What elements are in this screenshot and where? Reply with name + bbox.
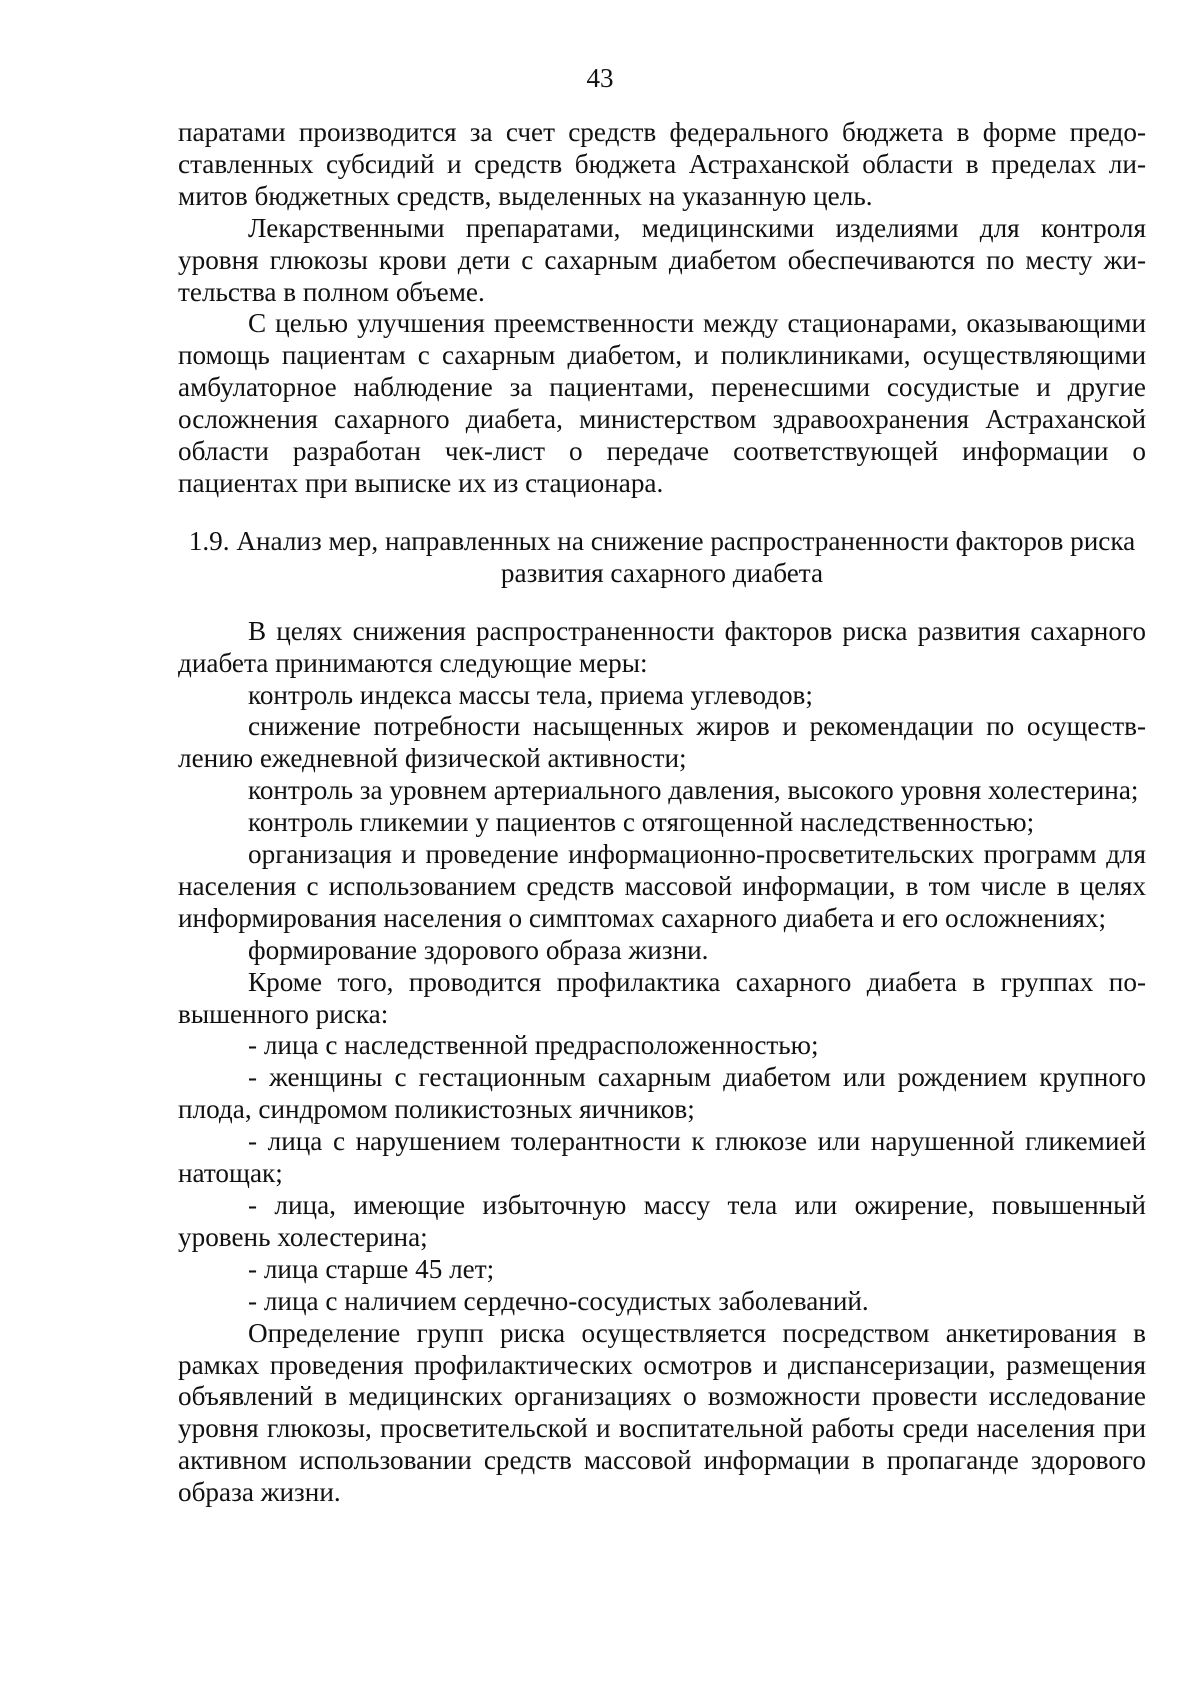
paragraph-measures-intro: В целях снижения распространенности факторов риска развития сахарного диабета принимаются следующие меры: [178,615,1146,678]
paragraph-risk-groups-intro: Кроме того, проводится профилактика сахарного диабета в группах повышенного риска: [178,966,1146,1029]
measure-item: организация и проведение информационно-просветительских программ для населения с использованием средств массовой информации, в том числе в целях информирования населения о симптомах сахарного диабета и его осложнениях; [178,839,1146,933]
paragraph-medical-supplies: Лекарственными препаратами, медицинскими изделиями для контроля уровня глюкозы крови дети с сахарным диабетом обеспечиваются по месту жительства в полном объеме. [178,212,1146,307]
risk-group-item: - лица с наличием сердечно-сосудистых заболеваний. [248,1285,869,1316]
risk-group-item: - женщины с гестационным сахарным диабетом или рождением крупного плода, синдромом поликистозных яичников; [178,1062,1146,1125]
document-body [178,117,1146,1509]
risk-group-item: - лица, имеющие избыточную массу тела или ожирение, повышенный уровень холестерина; [178,1190,1146,1252]
risk-group-item: - лица старше 45 лет; [248,1253,495,1284]
risk-group-item: - лица с нарушением толерантности к глюкозе или нарушенной гликемией натощак; [178,1126,1146,1189]
measure-item: контроль за уровнем артериального давления, высокого уровня холестерина; [248,775,1139,806]
measure-item: формирование здорового образа жизни. [248,934,709,965]
measure-item: снижение потребности насыщенных жиров и рекомендации по осуществлению ежедневной физической активности; [178,711,1146,774]
risk-group-item: - лица с наследственной предрасположенностью; [248,1030,819,1061]
page-number: 43 [586,63,614,93]
measure-item: контроль индекса массы тела, приема углеводов; [248,679,813,710]
paragraph-continuation: паратами производится за счет средств федерального бюджета в форме предоставленных субсидий и средств бюджета Астраханской области в пределах лимитов бюджетных средств, выделенных на указанную цель. [178,117,1146,211]
paragraph-checklist: С целью улучшения преемственности между стационарами, оказывающими помощь пациентам с сахарным диабетом, и поликлиниками, осуществляющими амбулаторное наблюдение за пациентами, перенесшими сосудистые и другие осложнения сахарного диабета, министерством здравоохранения Астраханской области разработан чек-лист о передаче соответствующей информации о пациентах при выписке их из стационара. [178,308,1146,498]
section-heading-1-9: 1.9. Анализ мер, направленных на снижение распространенности факторов риска развития сахарного диабета [188,525,1136,588]
measure-item: контроль гликемии у пациентов с отягощенной наследственностью; [248,807,1035,838]
paragraph-risk-identification: Определение групп риска осуществляется посредством анкетирования в рамках проведения профилактических осмотров и диспансеризации, размещения объявлений в медицинских организациях о возможности провести исследование уровня глюкозы, просветительской и воспитательной работы среди населения при активном использовании средств массовой информации в пропаганде здорового образа жизни. [178,1317,1146,1508]
